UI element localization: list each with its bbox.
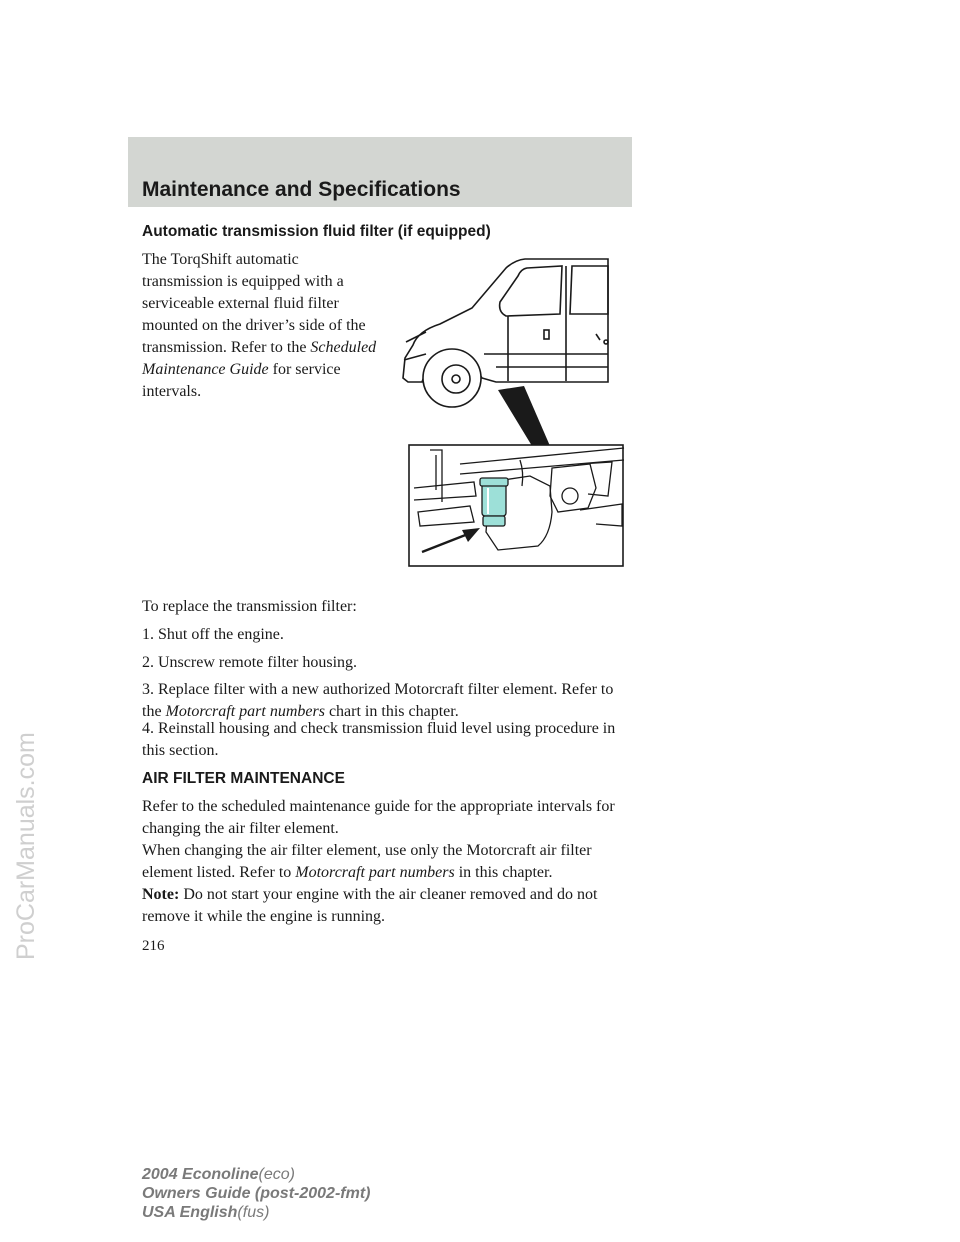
section-title: Maintenance and Specifications — [142, 178, 461, 201]
step-3: 3. Replace filter with a new authorized Motorcraft filter element. Refer to the Motorcraft part numbers chart in this chapter. — [142, 681, 614, 720]
page-number: 216 — [142, 938, 165, 954]
van-illustration — [403, 259, 608, 407]
note-label: Note: — [142, 886, 180, 903]
air-filter-element: When changing the air filter element, use only the Motorcraft air filter element listed. Refer to Motorcraft part numbers in this chapter. — [142, 842, 592, 881]
transmission-filter-illustration — [400, 250, 632, 572]
step-4: 4. Reinstall housing and check transmission fluid level using procedure in this section. — [142, 720, 616, 759]
air-filter-intro: Refer to the scheduled maintenance guide for the appropriate intervals for changing the air filter element. — [142, 798, 615, 837]
replace-filter-lead: To replace the transmission filter: — [142, 598, 357, 615]
scheduled-maintenance-guide-reference: Scheduled Maintenance Guide — [142, 339, 377, 378]
air-filter-note: Note: Do not start your engine with the air cleaner removed and do not remove it while the engine is running. — [142, 886, 598, 925]
step-2: 2. Unscrew remote filter housing. — [142, 654, 358, 671]
transmission-filter-heading: Automatic transmission fluid filter (if equipped) — [142, 223, 491, 240]
side-watermark: ProCarManuals.com — [12, 732, 40, 960]
part-numbers-reference: Motorcraft part numbers — [295, 864, 455, 881]
part-numbers-reference: Motorcraft part numbers — [165, 703, 325, 720]
step-1: 1. Shut off the engine. — [142, 626, 284, 643]
transmission-filter-intro: The TorqShift automatic transmission is equipped with a serviceable external fluid filter mounted on the driver’s side of the transmission. Refer to the Scheduled Maintenance Guide for service intervals. — [142, 251, 377, 400]
air-filter-heading: AIR FILTER MAINTENANCE — [142, 770, 345, 787]
fluid-filter-canister — [480, 478, 508, 526]
document-footer: 2004 Econoline(eco) Owners Guide (post-2002-fmt) USA English(fus) — [142, 1166, 371, 1221]
callout-pointer — [498, 386, 550, 446]
